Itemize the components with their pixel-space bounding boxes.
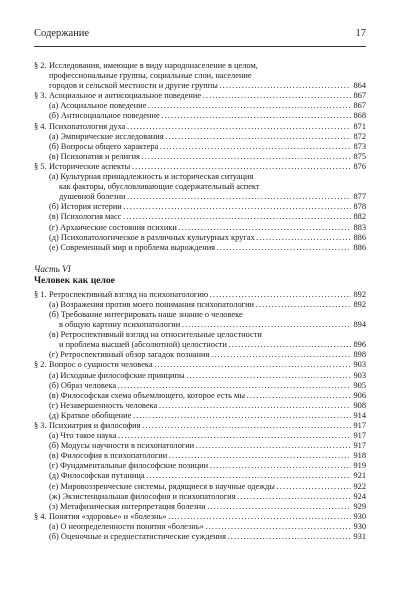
- toc-entry-title: (д) Философская путаница . . .: [49, 471, 351, 481]
- toc-entry: [34, 101, 366, 111]
- toc-entry-page: 908: [353, 400, 366, 410]
- toc-entry-title: (в) Философская схема объемлющего, которое есть мы . . .: [49, 391, 351, 401]
- toc-entry: [34, 111, 366, 121]
- toc-entry: [34, 401, 366, 411]
- toc-entry-number: § 5.: [34, 161, 47, 171]
- toc-entry: [34, 451, 366, 461]
- toc-entry: [34, 492, 366, 502]
- toc-entry: [34, 441, 366, 451]
- toc-entry-page: 871: [353, 121, 366, 131]
- toc-entry-title: городов и сельской местности и другие группы . . .: [49, 81, 351, 91]
- toc-entry: [34, 461, 366, 471]
- toc-entry-page: 921: [353, 471, 366, 481]
- toc-entry-page: 892: [353, 299, 366, 309]
- toc-entry-page: 873: [353, 141, 366, 151]
- toc-entry-page: 903: [353, 360, 366, 370]
- toc-entry-title: Вопрос о сущности человека . . .: [49, 360, 351, 370]
- toc-entry: [34, 152, 366, 162]
- toc-entry: [34, 360, 366, 370]
- toc-entry-number: § 4.: [34, 121, 47, 131]
- toc-entry-page: 917: [353, 421, 366, 430]
- toc-entry-page: 917: [353, 441, 366, 451]
- toc-entry-page: 876: [353, 161, 366, 171]
- toc-entry-title: (г) Ретроспективный обзор загадок познания . . .: [49, 350, 351, 360]
- toc-entry-title: (б) Образ человека . . .: [49, 381, 351, 391]
- toc-entry-page: 931: [353, 532, 366, 542]
- toc-entry: [34, 532, 366, 542]
- toc-entry-title: Ретроспективный взгляд на психопатологию . . .: [49, 290, 351, 300]
- toc-entry-title: (б) Модусы научности в психопатологии . . .: [49, 441, 351, 451]
- toc-entry: [34, 371, 366, 381]
- toc-entry-page: 924: [353, 491, 366, 501]
- toc-entry: [34, 421, 366, 431]
- toc-entry-title: (в) Психология масс . . .: [49, 212, 351, 222]
- toc-entry-text-line: (в) Ретроспективный взгляд на относительные целостности: [49, 330, 262, 340]
- toc-entry-title: (б) Оценочные и среднестатистические суждения . . .: [49, 532, 351, 542]
- toc-entry: [34, 243, 366, 253]
- toc-entry-number: § 3.: [34, 91, 47, 101]
- toc-entry-title: Понятия «здоровье» и «болезнь» . . .: [49, 512, 351, 522]
- toc-entry-page: 864: [353, 81, 366, 91]
- toc-entry-title: (в) Философия в психопатологии . . .: [49, 451, 351, 461]
- toc-entry-page: 914: [353, 410, 366, 420]
- toc-entry-text-line: Исследования, имеющие в виду народонаселение в целом,: [49, 61, 258, 70]
- toc-entry-page: 883: [353, 222, 366, 232]
- toc-entry-title: Асоциальное и антисоциальное поведение . . .: [49, 91, 351, 101]
- header-title: Содержание: [34, 28, 90, 39]
- toc-entry-page: 905: [353, 380, 366, 390]
- toc-entry-page: 868: [353, 111, 366, 121]
- toc-entry-title: и проблема высшей (абсолютной) целостности . . .: [59, 340, 351, 350]
- toc-entry: [34, 300, 366, 310]
- toc-entry-title: (а) Эмпирические исследования . . .: [49, 132, 351, 142]
- toc-entry-text-line: (б) Требование интегрировать наше знание о человеке: [49, 309, 243, 319]
- toc-entry-page: 903: [353, 370, 366, 380]
- toc-entry-page: 896: [353, 340, 366, 350]
- toc-entry-text-line: (а) Культурная принадлежность и историческая ситуация: [49, 172, 254, 182]
- toc-entry-title: (б) История истерии . . .: [49, 202, 351, 212]
- part-title: Человек как целое: [34, 274, 115, 286]
- toc-entry-page: 867: [353, 101, 366, 111]
- toc-entry-page: 898: [353, 350, 366, 360]
- toc-entry-title: (д) Краткое обобщение . . .: [49, 411, 351, 421]
- toc-section-1: [34, 61, 366, 253]
- toc-entry-title: Исторические аспекты . . .: [49, 162, 351, 172]
- toc-entry: [34, 223, 366, 233]
- toc-entry-page: 930: [353, 521, 366, 531]
- toc-entry: [34, 202, 366, 212]
- toc-entry-page: 929: [353, 501, 366, 511]
- toc-entry: [34, 310, 366, 330]
- toc-entry: [34, 391, 366, 401]
- toc-entry: [34, 172, 366, 202]
- toc-entry: [34, 162, 366, 172]
- toc-entry-title: (б) Антисоциальное поведение . . .: [49, 111, 351, 121]
- toc-entry: [34, 290, 366, 300]
- toc-entry: [34, 330, 366, 350]
- toc-entry-title: (е) Мировоззренческие системы, рядящиеся в научные одежды . . .: [49, 482, 351, 492]
- toc-entry-title: (е) Современный мир и проблема вырождения . . .: [49, 243, 351, 253]
- toc-entry-title: (а) Что такое наука . . .: [49, 431, 351, 441]
- toc-entry-text-line: как факторы, обусловливающие содержательный аспект: [59, 182, 260, 192]
- toc-entry-page: 886: [353, 232, 366, 242]
- toc-entry-page: 878: [353, 202, 366, 212]
- toc-entry: [34, 431, 366, 441]
- toc-entry-title: (г) Незавершенность человека . . .: [49, 401, 351, 411]
- page-number: 17: [355, 28, 366, 39]
- toc-entry-title: (г) Фундаментальные философские позиции . . .: [49, 461, 351, 471]
- part-label: Часть VI: [34, 263, 71, 274]
- toc-entry-number: § 4.: [34, 511, 47, 521]
- toc-entry-number: § 1.: [34, 289, 47, 299]
- toc-entry: [34, 212, 366, 222]
- toc-entry-title: Психиатрия и философия . . .: [49, 421, 351, 431]
- toc-entry-text-line: профессиональные группы, социальные слои, население: [49, 71, 252, 81]
- toc-entry-number: § 3.: [34, 421, 47, 430]
- toc-entry: [34, 91, 366, 101]
- toc-entry: [34, 502, 366, 512]
- toc-entry-title: (г) Архаические состояния психики . . .: [49, 223, 351, 233]
- toc-entry: [34, 522, 366, 532]
- toc-entry-title: (в) Психопатия и религия . . .: [49, 152, 351, 162]
- toc-entry: [34, 381, 366, 391]
- toc-entry-page: 875: [353, 151, 366, 161]
- toc-entry-page: 930: [353, 511, 366, 521]
- toc-entry-page: 906: [353, 390, 366, 400]
- toc-entry-page: 872: [353, 131, 366, 141]
- toc-entry-page: 922: [353, 481, 366, 491]
- toc-entry-page: 867: [353, 91, 366, 101]
- toc-entry-title: в общую картину психопатологии . . .: [59, 320, 351, 330]
- toc-page: [34, 28, 366, 542]
- toc-entry: [34, 512, 366, 522]
- toc-entry-page: 918: [353, 451, 366, 461]
- toc-entry-number: § 2.: [34, 360, 47, 370]
- toc-entry: [34, 482, 366, 492]
- toc-entry-number: § 2.: [34, 61, 47, 70]
- toc-entry: [34, 233, 366, 243]
- toc-entry-title: душевной болезни . . .: [59, 192, 351, 202]
- toc-entry-title: (а) Асоциальное поведение . . .: [49, 101, 351, 111]
- toc-entry-title: (з) Метафизическая интерпретация болезни . . .: [49, 502, 351, 512]
- toc-section-2: [34, 290, 366, 542]
- toc-entry-title: (д) Психопатологическое в различных культурных кругах . . .: [49, 233, 351, 243]
- toc-entry-title: (а) О неопределенности понятия «болезнь» . . .: [49, 522, 351, 532]
- toc-entry-title: (ж) Экзистенциальная философия и психопатология . . .: [49, 492, 351, 502]
- toc-entry: [34, 350, 366, 360]
- toc-entry-title: (б) Вопросы общего характера . . .: [49, 142, 351, 152]
- running-header: [34, 28, 366, 47]
- toc-entry: [34, 411, 366, 421]
- toc-entry-page: 886: [353, 242, 366, 252]
- toc-entry-page: 882: [353, 212, 366, 222]
- toc-entry: [34, 142, 366, 152]
- toc-entry-page: 919: [353, 461, 366, 471]
- toc-entry-title: (а) Исходные философские принципы . . .: [49, 371, 351, 381]
- toc-entry: [34, 132, 366, 142]
- toc-entry-title: (а) Возражения против моего понимания психопатологии . . .: [49, 300, 351, 310]
- toc-entry: [34, 471, 366, 481]
- toc-entry: [34, 61, 366, 91]
- toc-entry-page: 877: [353, 192, 366, 202]
- toc-entry-page: 894: [353, 320, 366, 330]
- toc-entry: [34, 122, 366, 132]
- toc-entry-page: 917: [353, 431, 366, 441]
- toc-entry-page: 892: [353, 289, 366, 299]
- toc-entry-title: Психопатология духа . . .: [49, 122, 351, 132]
